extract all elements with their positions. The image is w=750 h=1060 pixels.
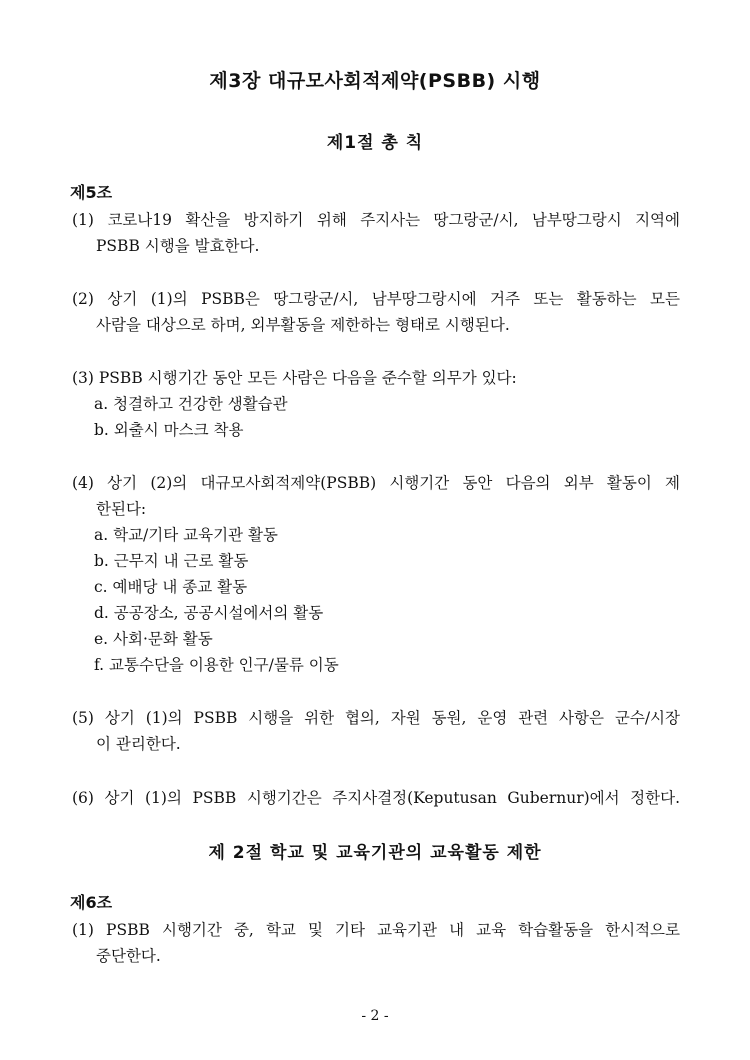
article-heading-5: 제5조 [70, 183, 113, 202]
article5-item3-sub-a: a. 청결하고 건강한 생활습관 [94, 395, 288, 413]
section-title-2: 제 2절 학교 및 교육기관의 교육활동 제한 [208, 843, 542, 863]
article5-item3-sub-b: b. 외출시 마스크 착용 [94, 421, 244, 439]
article5-item2-line2: 사람을 대상으로 하며, 외부활동을 제한하는 형태로 시행된다. [96, 316, 510, 334]
article5-item2-line1: (2) 상기 (1)의 PSBB은 땅그랑군/시, 남부땅그랑시에 거주 또는 활동하는 모든 [72, 290, 680, 308]
article6-item1-line2: 중단한다. [96, 947, 161, 965]
article5-item4-sub-e: e. 사회·문화 활동 [94, 630, 213, 648]
article5-item6-line1: (6) 상기 (1)의 PSBB 시행기간은 주지사결정(Keputusan Gubernur)에서 정한다. [72, 789, 680, 807]
section-title-1: 제1절 총 칙 [326, 133, 424, 153]
article5-item1-line2: PSBB 시행을 발효한다. [96, 237, 260, 255]
article6-item1-line1: (1) PSBB 시행기간 중, 학교 및 기타 교육기관 내 교육 학습활동을 한시적으로 [72, 921, 680, 939]
article5-item4-sub-d: d. 공공장소, 공공시설에서의 활동 [94, 604, 324, 622]
article5-item4-sub-a: a. 학교/기타 교육기관 활동 [94, 526, 278, 544]
article5-item4-sub-f: f. 교통수단을 이용한 인구/물류 이동 [94, 656, 339, 674]
article5-item4-line1: (4) 상기 (2)의 대규모사회적제약(PSBB) 시행기간 동안 다음의 외부 활동이 제 [72, 474, 680, 492]
article5-item1-line1: (1) 코로나19 확산을 방지하기 위해 주지사는 땅그랑군/시, 남부땅그랑시 지역에 [72, 211, 680, 229]
article5-item4-sub-b: b. 근무지 내 근로 활동 [94, 552, 249, 570]
article5-item5-line1: (5) 상기 (1)의 PSBB 시행을 위한 협의, 자원 동원, 운영 관련 사항은 군수/시장 [72, 709, 680, 727]
article-heading-6: 제6조 [70, 893, 113, 912]
page-number: - 2 - [361, 1008, 389, 1024]
article5-item4-sub-c: c. 예배당 내 종교 활동 [94, 578, 248, 596]
article5-item3-line1: (3) PSBB 시행기간 동안 모든 사람은 다음을 준수할 의무가 있다: [72, 369, 517, 387]
chapter-title: 제3장 대규모사회적제약(PSBB) 시행 [209, 70, 541, 92]
article5-item5-line2: 이 관리한다. [96, 735, 181, 753]
article5-item4-line2: 한된다: [96, 500, 147, 518]
